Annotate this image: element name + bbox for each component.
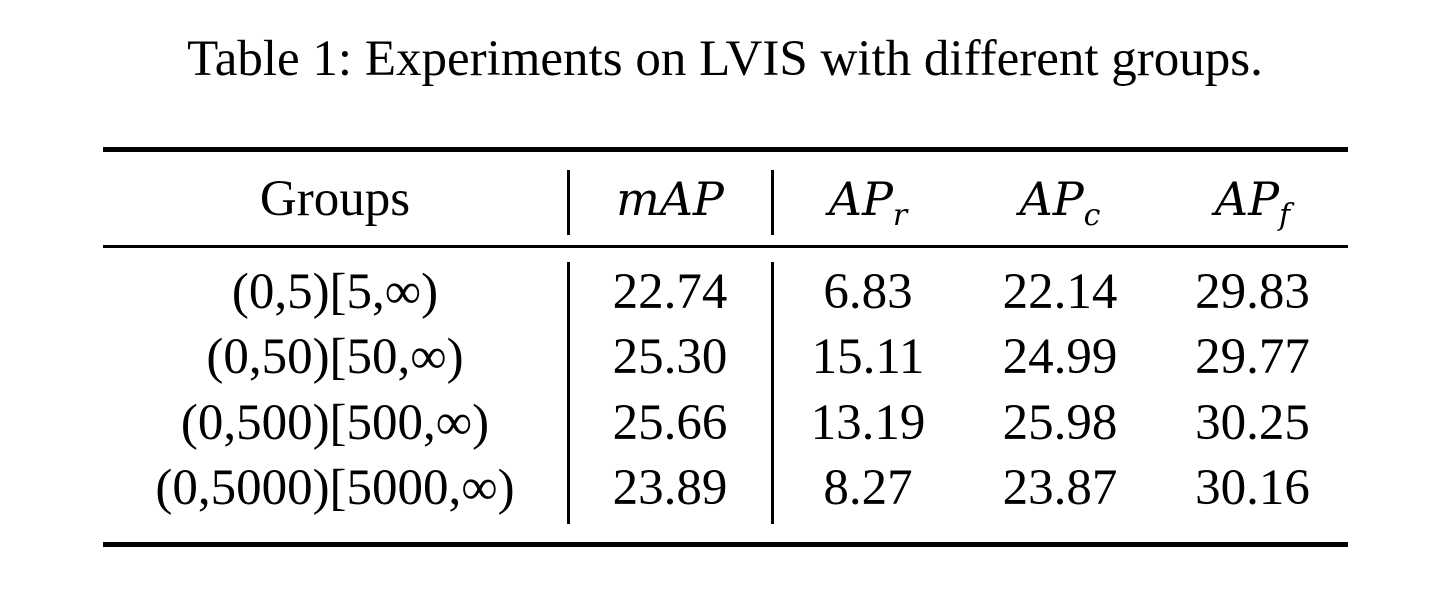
table-cell-map: 25.30 <box>612 329 728 385</box>
table-cell-ap-f: 29.83 <box>1195 264 1310 320</box>
table-cell-ap-r: 15.11 <box>811 329 925 385</box>
top-rule <box>103 147 1348 152</box>
header-groups: Groups <box>259 171 411 227</box>
table-cell-map: 23.89 <box>612 460 728 516</box>
table-cell-map: 25.66 <box>612 395 728 451</box>
header-map: mAP <box>616 172 724 226</box>
header-ap-r <box>778 166 958 232</box>
header-divider-1 <box>567 170 570 235</box>
table-cell-group: (0,5)[5,∞) <box>231 264 439 320</box>
table-cell-ap-c: 23.87 <box>1002 460 1118 516</box>
table-cell-ap-r: 13.19 <box>810 395 926 451</box>
header-ap-f <box>1160 166 1345 232</box>
body-divider-1 <box>567 262 570 524</box>
header-divider-2 <box>771 170 774 235</box>
table-cell-group: (0,50)[50,∞) <box>206 329 464 385</box>
table-cell-group: (0,500)[500,∞) <box>180 395 490 451</box>
header-ap-r-base: AP <box>828 172 893 226</box>
bottom-rule <box>103 542 1348 547</box>
table-cell-ap-c: 24.99 <box>1002 329 1118 385</box>
header-ap-c-base: AP <box>1019 172 1084 226</box>
table-cell-ap-r: 8.27 <box>823 460 913 516</box>
header-ap-r-sub: r <box>892 198 908 233</box>
table-cell-ap-f: 30.16 <box>1195 460 1310 516</box>
body-divider-2 <box>771 262 774 524</box>
table-cell-group: (0,5000)[5000,∞) <box>155 460 515 516</box>
header-ap-c <box>960 166 1160 232</box>
table-cell-ap-f: 29.77 <box>1195 329 1310 385</box>
table-cell-map: 22.74 <box>612 264 728 320</box>
header-ap-f-sub: f <box>1279 198 1291 233</box>
table-cell-ap-c: 22.14 <box>1002 264 1118 320</box>
table-cell-ap-c: 25.98 <box>1002 395 1118 451</box>
table-cell-ap-f: 30.25 <box>1195 395 1310 451</box>
header-rule <box>103 245 1348 248</box>
header-ap-c-sub: c <box>1083 198 1101 233</box>
table-cell-ap-r: 6.83 <box>823 264 913 320</box>
table-caption: Table 1: Experiments on LVIS with different groups. <box>187 31 1263 87</box>
header-ap-f-base: AP <box>1214 172 1280 226</box>
